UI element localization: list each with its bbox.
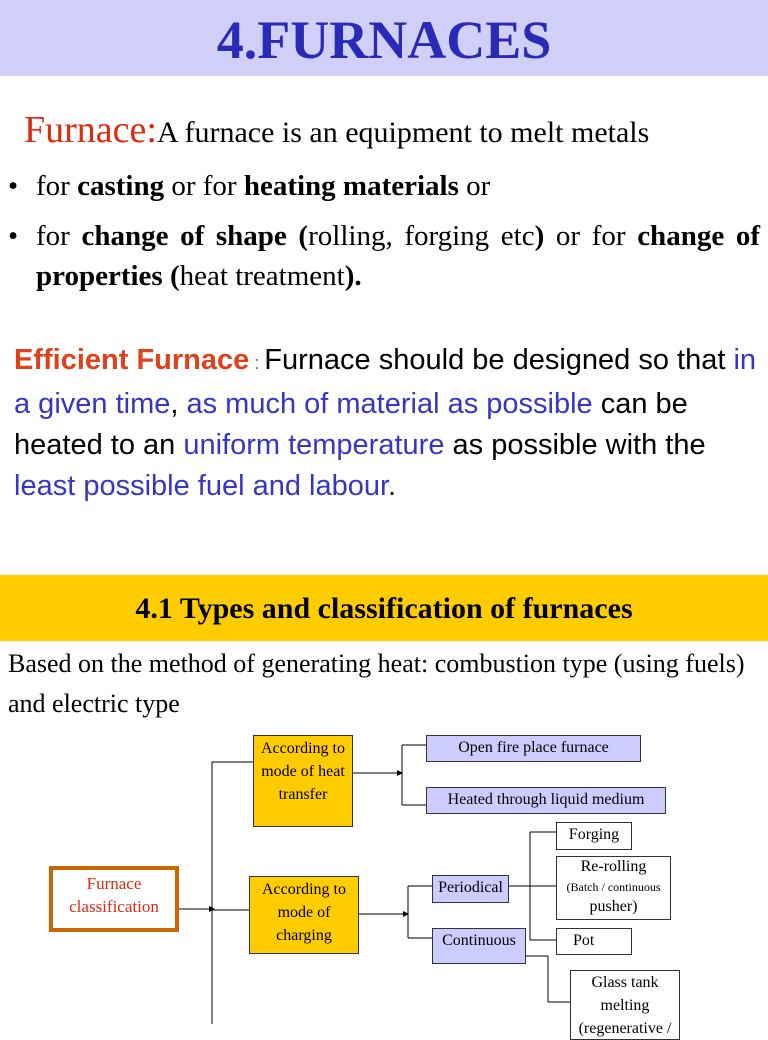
slide-title: 4.FURNACES	[216, 10, 552, 70]
intro-text: Based on the method of generating heat: combustion type (using fuels) and electric type	[8, 649, 745, 718]
charging-box: According to mode of charging	[249, 876, 359, 954]
pot-box: Pot	[556, 928, 632, 955]
open-fire-place-box: Open fire place furnace	[426, 735, 641, 762]
heat-transfer-box: According to mode of heat transfer	[253, 735, 353, 827]
furnace-classification-box: Furnace classification	[49, 866, 179, 932]
bullet-dot-icon: •	[8, 170, 19, 202]
efficient-term: Efficient Furnace	[14, 344, 250, 376]
rerolling-box	[556, 856, 671, 920]
bullet-dot-icon: •	[8, 220, 19, 252]
section-title: 4.1 Types and classification of furnaces	[135, 592, 633, 625]
continuous-box: Continuous	[432, 928, 526, 964]
liquid-medium-box: Heated through liquid medium	[426, 787, 666, 814]
rerolling-tail: pusher)	[589, 898, 638, 915]
efficient-furnace-paragraph: Efficient Furnace : Furnace should be designed so that in a given time, as much of material as possible can be heated to an uniform temperature as possible with the least possible fuel and labour.	[14, 344, 757, 502]
definition-text: A furnace is an equipment to melt metals	[156, 116, 650, 149]
bullet-casting: • for casting or for heating materials or	[8, 166, 760, 206]
definition-term: Furnace:	[24, 109, 157, 151]
bullet-change-of-shape: • for change of shape (rolling, forging etc) or for change of properties (heat treatment).	[8, 216, 760, 296]
forging-box: Forging	[556, 822, 632, 850]
rerolling-label: Re-rolling	[580, 858, 647, 875]
rerolling-note: (Batch / continuous	[566, 880, 661, 894]
glass-tank-box: Glass tank melting (regenerative /	[570, 970, 680, 1040]
periodical-box: Periodical	[432, 875, 509, 903]
